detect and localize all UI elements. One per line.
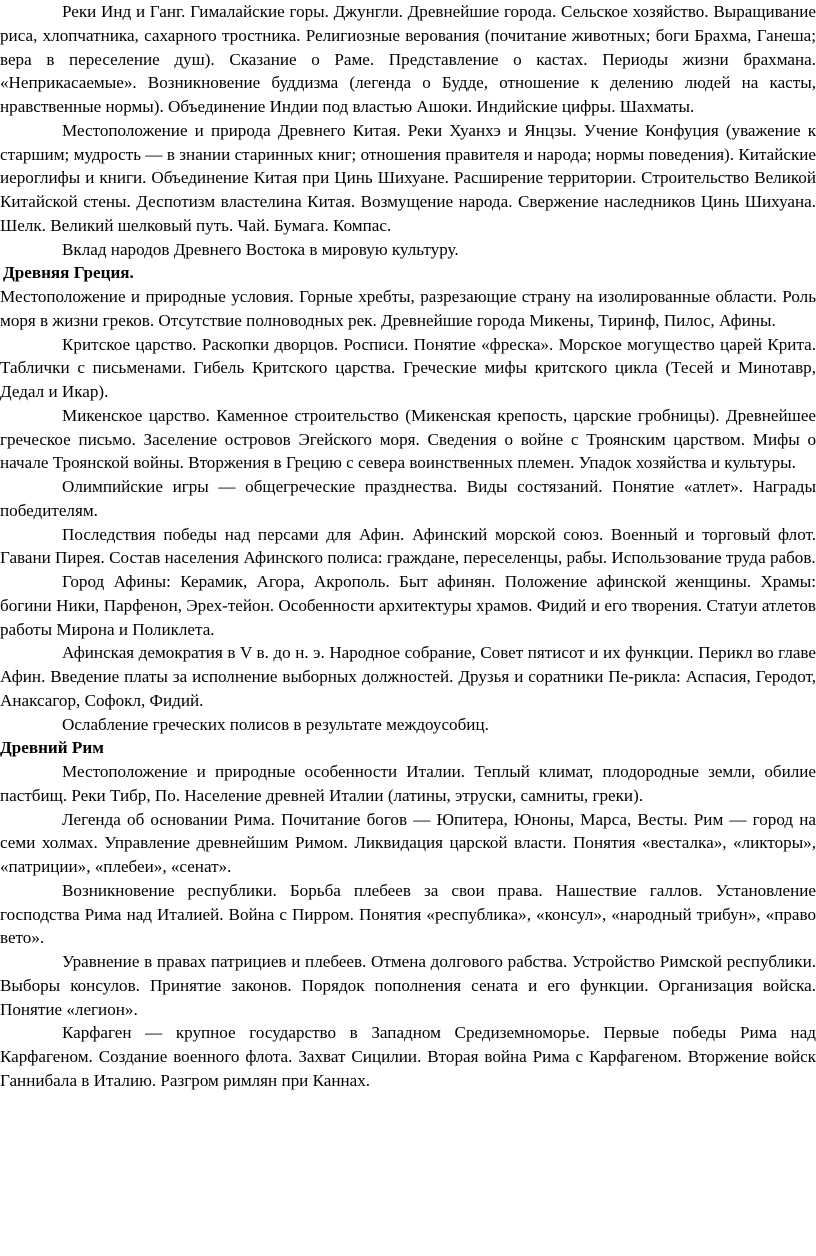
- paragraph-italy-geography: Местоположение и природные особенности Италии. Теплый климат, плодородные земли, обилие пастбищ. Реки Тибр, По. Население древней Италии (латины, этруски, самниты, греки).: [0, 762, 816, 805]
- paragraph-athens-democracy: Афинская демократия в V в. до н. э. Народное собрание, Совет пятисот и их функции. Перикл во главе Афин. Введение платы за исполнение выборных должностей. Друзья и соратники Пе-рикла: Аспасия, Геродот, Анаксагор, Софокл, Фидий.: [0, 643, 816, 710]
- paragraph-carthage: Карфаген — крупное государство в Западном Средиземноморье. Первые победы Рима над Карфагеном. Создание военного флота. Захват Сицилии. Вторая война Рима с Карфагеном. Вторжение войск Ганнибала в Италию. Разгром римлян при Каннах.: [0, 1023, 816, 1090]
- paragraph-china: Местоположение и природа Древнего Китая. Реки Хуанхэ и Янцзы. Учение Конфуция (уважение к старшим; мудрость — в знании старинных книг; отношения правителя и народа; нормы поведения). Китайские иероглифы и книги. Объединение Китая при Цинь Шихуане. Расширение территории. Строительство Великой Китайской стены. Деспотизм властелина Китая. Возмущение народа. Свержение наследников Цинь Шихуана. Шелк. Великий шелковый путь. Чай. Бумага. Компас.: [0, 120, 816, 235]
- paragraph-greece-intro: Местоположение и природные условия. Горные хребты, разрезающие страну на изолированные области. Роль моря в жизни греков. Отсутствие полноводных рек. Древнейшие города Микены, Тиринф, Пилос, Афины.: [0, 287, 816, 330]
- paragraph-mycenae: Микенское царство. Каменное строительство (Микенская крепость, царские гробницы). Древнейшее греческое письмо. Заселение островов Эгейского моря. Сведения о войне с Троянским царством. Мифы о начале Троянской войны. Вторжения в Грецию с севера воинственных племен. Упадок хозяйства и культуры.: [0, 405, 816, 473]
- paragraph-east-contribution: Вклад народов Древнего Востока в мировую культуру.: [62, 239, 459, 259]
- paragraph-athens-city: Город Афины: Керамик, Агора, Акрополь. Быт афинян. Положение афинской женщины. Храмы: богини Ники, Парфенон, Эрех-тейон. Особенности архитектуры храмов. Фидий и его творения. Статуи атлетов работы Мирона и Поликлета.: [0, 572, 816, 639]
- paragraph-rome-founding: Легенда об основании Рима. Почитание богов — Юпитера, Юноны, Марса, Весты. Рим — город на семи холмах. Управление древнейшим Римом. Ликвидация царской власти. Понятия «весталка», «ликторы», «патриции», «плебеи», «сенат».: [0, 809, 816, 876]
- paragraph-athens-union: Последствия победы над персами для Афин. Афинский морской союз. Военный и торговый флот. Гавани Пирея. Состав населения Афинского полиса: граждане, переселенцы, рабы. Использование труда рабов.: [0, 524, 816, 568]
- heading-ancient-rome: Древний Рим: [0, 738, 104, 758]
- heading-ancient-greece: Древняя Греция.: [3, 263, 134, 283]
- paragraph-olympic-games: Олимпийские игры — общегреческие празднества. Виды состязаний. Понятие «атлет». Награды победителям.: [0, 477, 816, 520]
- paragraph-patricians-plebeians: Уравнение в правах патрициев и плебеев. Отмена долгового рабства. Устройство Римской республики. Выборы консулов. Принятие законов. Порядок пополнения сената и его функции. Организация войска. Понятие «легион».: [0, 952, 816, 1019]
- paragraph-republic-origin: Возникновение республики. Борьба плебеев за свои права. Нашествие галлов. Установление господства Рима над Италией. Война с Пирром. Понятия «республика», «консул», «народный трибун», «право вето».: [0, 880, 816, 948]
- paragraph-greek-decline: Ослабление греческих полисов в результате междоусобиц.: [62, 714, 489, 734]
- paragraph-crete: Критское царство. Раскопки дворцов. Росписи. Понятие «фреска». Морское могущество царей Крита. Таблички с письменами. Гибель Критского царства. Греческие мифы критского цикла (Тесей и Минотавр, Дедал и Икар).: [0, 334, 816, 401]
- paragraph-india: Реки Инд и Ганг. Гималайские горы. Джунгли. Древнейшие города. Сельское хозяйство. Выращивание риса, хлопчатника, сахарного тростника. Религиозные верования (почитание животных; боги Брахма, Ганеша; вера в переселение душ). Сказание о Раме. Представление о кастах. Периоды жизни брахмана. «Неприкасаемые». Возникновение буддизма (легенда о Будде, отношение к делению людей на касты, нравственные нормы). Объединение Индии под властью Ашоки. Индийские цифры. Шахматы.: [0, 2, 816, 116]
